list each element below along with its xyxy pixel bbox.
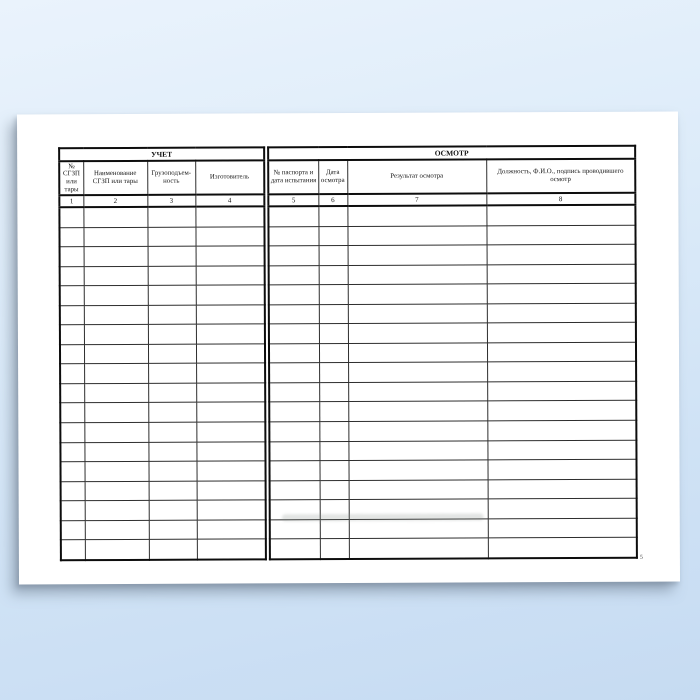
empty-cell-col4 xyxy=(196,266,265,286)
empty-cell-col6 xyxy=(320,539,349,559)
empty-cell-col6 xyxy=(319,363,348,383)
empty-cell-col6 xyxy=(319,324,348,344)
empty-cell-col4 xyxy=(195,206,264,226)
empty-cell-col5 xyxy=(268,206,318,226)
empty-cell-col2 xyxy=(83,227,147,247)
empty-cell-col8 xyxy=(488,498,637,518)
empty-cell-col7 xyxy=(349,538,488,559)
empty-cell-col3 xyxy=(148,461,196,481)
empty-cell-col2 xyxy=(84,286,148,306)
empty-cell-col8 xyxy=(488,479,637,499)
empty-cell-col3 xyxy=(148,324,196,344)
empty-cell-col3 xyxy=(148,422,196,442)
empty-cell-col7 xyxy=(348,323,487,343)
empty-cell-col3 xyxy=(148,266,196,286)
empty-cell-col1 xyxy=(61,540,85,560)
table-row xyxy=(269,342,636,363)
empty-cell-col4 xyxy=(196,461,265,481)
column-number-7: 7 xyxy=(347,193,486,206)
empty-cell-col8 xyxy=(487,381,636,401)
empty-cell-col6 xyxy=(320,480,349,500)
column-number-8: 8 xyxy=(486,193,635,206)
table-row xyxy=(60,402,265,422)
empty-cell-col8 xyxy=(487,303,636,323)
empty-cell-col5 xyxy=(269,461,319,481)
empty-cell-col5 xyxy=(269,304,319,324)
empty-cell-col5 xyxy=(270,480,320,500)
empty-cell-col5 xyxy=(269,343,319,363)
column-header-line: № паспорта и xyxy=(273,169,314,177)
column-header-line: Результат осмотра xyxy=(390,172,444,181)
empty-cell-col2 xyxy=(84,364,148,384)
table-row xyxy=(270,479,637,500)
empty-cell-col1 xyxy=(61,501,85,521)
table-row xyxy=(60,441,265,461)
empty-cell-col2 xyxy=(84,246,148,266)
empty-cell-col2 xyxy=(85,520,149,540)
journal-table xyxy=(58,145,638,561)
empty-cell-col1 xyxy=(60,384,84,404)
empty-cell-col4 xyxy=(196,363,265,383)
empty-cell-col3 xyxy=(148,364,196,384)
column-header-line: Грузоподъем- xyxy=(151,170,192,178)
empty-cell-col5 xyxy=(269,265,319,285)
empty-cell-col1 xyxy=(60,364,84,384)
empty-cell-col6 xyxy=(318,226,347,246)
empty-cell-col4 xyxy=(197,539,266,559)
empty-cell-col3 xyxy=(149,500,197,520)
column-number-1: 1 xyxy=(59,195,83,207)
empty-cell-col8 xyxy=(487,323,636,343)
empty-cell-col4 xyxy=(197,481,266,501)
empty-cell-col1 xyxy=(60,442,84,462)
empty-cell-col4 xyxy=(196,305,265,325)
empty-cell-col7 xyxy=(348,304,487,324)
empty-cell-col5 xyxy=(269,285,319,305)
empty-cell-col1 xyxy=(60,462,84,482)
column-header-line: СГЗП или тары xyxy=(92,177,138,186)
column-number-5: 5 xyxy=(268,194,318,206)
empty-cell-col5 xyxy=(269,383,319,403)
empty-cell-col3 xyxy=(148,403,196,423)
empty-cell-col2 xyxy=(85,481,149,501)
column-header-line: дата испытания xyxy=(270,177,317,185)
empty-cell-col5 xyxy=(269,402,319,422)
empty-cell-col2 xyxy=(84,266,148,286)
empty-cell-col8 xyxy=(487,420,636,440)
empty-cell-col4 xyxy=(197,520,266,540)
empty-cell-col4 xyxy=(196,324,265,344)
table-row xyxy=(59,206,264,227)
table-row xyxy=(269,244,636,265)
empty-cell-col6 xyxy=(319,441,348,461)
empty-cell-col2 xyxy=(84,305,148,325)
column-header-line: Изготовитель xyxy=(209,173,250,181)
empty-cell-col2 xyxy=(83,207,147,227)
table-row xyxy=(269,362,636,383)
empty-cell-col7 xyxy=(348,343,487,363)
empty-cell-col7 xyxy=(348,401,487,421)
empty-cell-col3 xyxy=(148,383,196,403)
empty-cell-col3 xyxy=(149,539,197,559)
table-row xyxy=(61,520,266,540)
empty-cell-col4 xyxy=(196,383,265,403)
empty-cell-col8 xyxy=(487,440,636,460)
empty-cell-col4 xyxy=(196,441,265,461)
empty-cell-col8 xyxy=(487,342,636,362)
empty-cell-col8 xyxy=(487,401,636,421)
empty-cell-col7 xyxy=(348,284,487,304)
column-header-line: или xyxy=(66,178,77,186)
table-row xyxy=(60,305,265,325)
empty-cell-col5 xyxy=(270,519,320,539)
empty-cell-col3 xyxy=(148,285,196,305)
empty-cell-col3 xyxy=(147,207,195,227)
empty-cell-col1 xyxy=(60,423,84,443)
empty-cell-col7 xyxy=(348,440,487,460)
table-row xyxy=(60,324,265,344)
table-row xyxy=(270,518,637,539)
empty-cell-col3 xyxy=(149,481,197,501)
table-row xyxy=(269,283,636,304)
empty-cell-col7 xyxy=(348,382,487,402)
empty-cell-col2 xyxy=(84,325,148,345)
empty-cell-col1 xyxy=(60,325,84,345)
empty-cell-col7 xyxy=(348,245,487,265)
column-header-line: Дата xyxy=(325,169,340,177)
empty-cell-col1 xyxy=(59,227,83,247)
column-header-7 xyxy=(347,159,486,194)
empty-cell-col6 xyxy=(319,285,348,305)
empty-cell-col6 xyxy=(319,304,348,324)
empty-cell-col7 xyxy=(347,225,486,245)
table-row xyxy=(60,422,265,442)
column-header-line: осмотр xyxy=(550,176,571,184)
table-row xyxy=(269,420,636,441)
empty-cell-col1 xyxy=(59,207,83,227)
column-number-3: 3 xyxy=(147,195,195,207)
empty-cell-col6 xyxy=(319,382,348,402)
empty-cell-col7 xyxy=(349,519,488,539)
column-header-line: Должность, Ф.И.О., подпись проводившего xyxy=(497,168,624,176)
table-row xyxy=(60,246,265,266)
table-row xyxy=(61,500,266,520)
table-row xyxy=(61,481,266,501)
empty-cell-col2 xyxy=(85,540,149,560)
table-row xyxy=(269,401,636,422)
empty-cell-col4 xyxy=(197,500,266,520)
empty-cell-col1 xyxy=(61,481,85,501)
empty-cell-col8 xyxy=(487,459,636,479)
table-row xyxy=(59,226,264,246)
table-row xyxy=(269,459,636,480)
table-row xyxy=(60,266,265,286)
column-header-line: № xyxy=(68,163,75,171)
section-table-uchet xyxy=(58,146,267,561)
column-header-line: Наименование xyxy=(94,170,137,178)
table-row xyxy=(60,383,265,403)
empty-cell-col7 xyxy=(347,205,486,226)
empty-cell-col1 xyxy=(60,266,84,286)
empty-cell-col2 xyxy=(85,501,149,521)
empty-cell-col1 xyxy=(60,247,84,267)
table-row xyxy=(60,363,265,383)
watermark-smudge xyxy=(282,513,484,521)
empty-cell-col4 xyxy=(196,246,265,266)
empty-cell-col5 xyxy=(269,324,319,344)
empty-cell-col1 xyxy=(61,520,85,540)
table-row xyxy=(268,225,635,246)
column-header-6 xyxy=(318,160,347,194)
empty-cell-col8 xyxy=(486,225,635,245)
empty-cell-col8 xyxy=(487,362,636,382)
empty-cell-col5 xyxy=(270,539,320,559)
empty-cell-col6 xyxy=(319,343,348,363)
empty-cell-col6 xyxy=(319,402,348,422)
empty-cell-col4 xyxy=(196,344,265,364)
empty-cell-col8 xyxy=(486,205,635,226)
document-page xyxy=(17,112,680,585)
empty-cell-col3 xyxy=(149,520,197,540)
empty-cell-col1 xyxy=(60,403,84,423)
empty-cell-col5 xyxy=(268,226,318,246)
column-header-2 xyxy=(83,161,147,195)
empty-cell-col7 xyxy=(348,421,487,441)
empty-cell-col6 xyxy=(319,246,348,266)
column-header-line: тары xyxy=(64,185,79,193)
empty-cell-col7 xyxy=(348,460,487,480)
column-header-3 xyxy=(147,161,195,195)
empty-cell-col6 xyxy=(319,422,348,442)
table-row xyxy=(60,285,265,305)
page-number: 5 xyxy=(639,554,643,561)
table-row xyxy=(268,205,635,227)
table-row xyxy=(60,461,265,481)
table-row xyxy=(60,344,265,364)
empty-cell-col8 xyxy=(487,264,636,284)
empty-cell-col3 xyxy=(148,442,196,462)
table-row xyxy=(269,323,636,344)
empty-cell-col6 xyxy=(320,519,349,539)
column-number-6: 6 xyxy=(318,194,347,206)
empty-cell-col3 xyxy=(148,305,196,325)
column-header-line: СГЗП xyxy=(62,170,80,178)
empty-cell-col7 xyxy=(348,362,487,382)
empty-cell-col2 xyxy=(84,383,148,403)
empty-cell-col4 xyxy=(196,422,265,442)
section-label-uchet: УЧЕТ xyxy=(59,147,264,161)
column-header-1 xyxy=(59,161,83,195)
empty-cell-col5 xyxy=(269,246,319,266)
empty-cell-col2 xyxy=(84,461,148,481)
column-number-2: 2 xyxy=(83,195,147,207)
table-row xyxy=(269,381,636,402)
table-row xyxy=(270,538,637,560)
empty-cell-col2 xyxy=(84,442,148,462)
empty-cell-col7 xyxy=(349,480,488,500)
section-table-osmotr xyxy=(267,145,638,560)
empty-cell-col8 xyxy=(487,244,636,264)
empty-cell-col5 xyxy=(269,441,319,461)
empty-cell-col3 xyxy=(148,344,196,364)
empty-cell-col6 xyxy=(318,206,347,226)
empty-cell-col8 xyxy=(488,538,637,559)
column-header-line: ность xyxy=(163,177,180,185)
column-header-4 xyxy=(195,160,264,194)
column-header-line: осмотра xyxy=(320,177,345,185)
empty-cell-col5 xyxy=(269,363,319,383)
empty-cell-col3 xyxy=(147,227,195,247)
empty-cell-col4 xyxy=(195,226,264,246)
empty-cell-col2 xyxy=(84,344,148,364)
column-header-8 xyxy=(486,159,635,194)
empty-cell-col3 xyxy=(148,246,196,266)
empty-cell-col1 xyxy=(60,286,84,306)
empty-cell-col5 xyxy=(269,422,319,442)
empty-cell-col1 xyxy=(60,344,84,364)
table-row xyxy=(269,264,636,285)
empty-cell-col2 xyxy=(84,403,148,423)
empty-cell-col8 xyxy=(487,283,636,303)
table-row xyxy=(269,303,636,324)
column-header-5 xyxy=(268,160,318,194)
empty-cell-col2 xyxy=(84,422,148,442)
section-label-osmotr: ОСМОТР xyxy=(268,146,635,161)
empty-cell-col7 xyxy=(348,265,487,285)
table-row xyxy=(61,539,266,560)
table-row xyxy=(269,440,636,461)
empty-cell-col4 xyxy=(196,402,265,422)
empty-cell-col4 xyxy=(196,285,265,305)
empty-cell-col6 xyxy=(319,265,348,285)
empty-cell-col1 xyxy=(60,305,84,325)
column-number-4: 4 xyxy=(195,194,264,206)
empty-cell-col8 xyxy=(488,518,637,538)
empty-cell-col6 xyxy=(319,461,348,481)
